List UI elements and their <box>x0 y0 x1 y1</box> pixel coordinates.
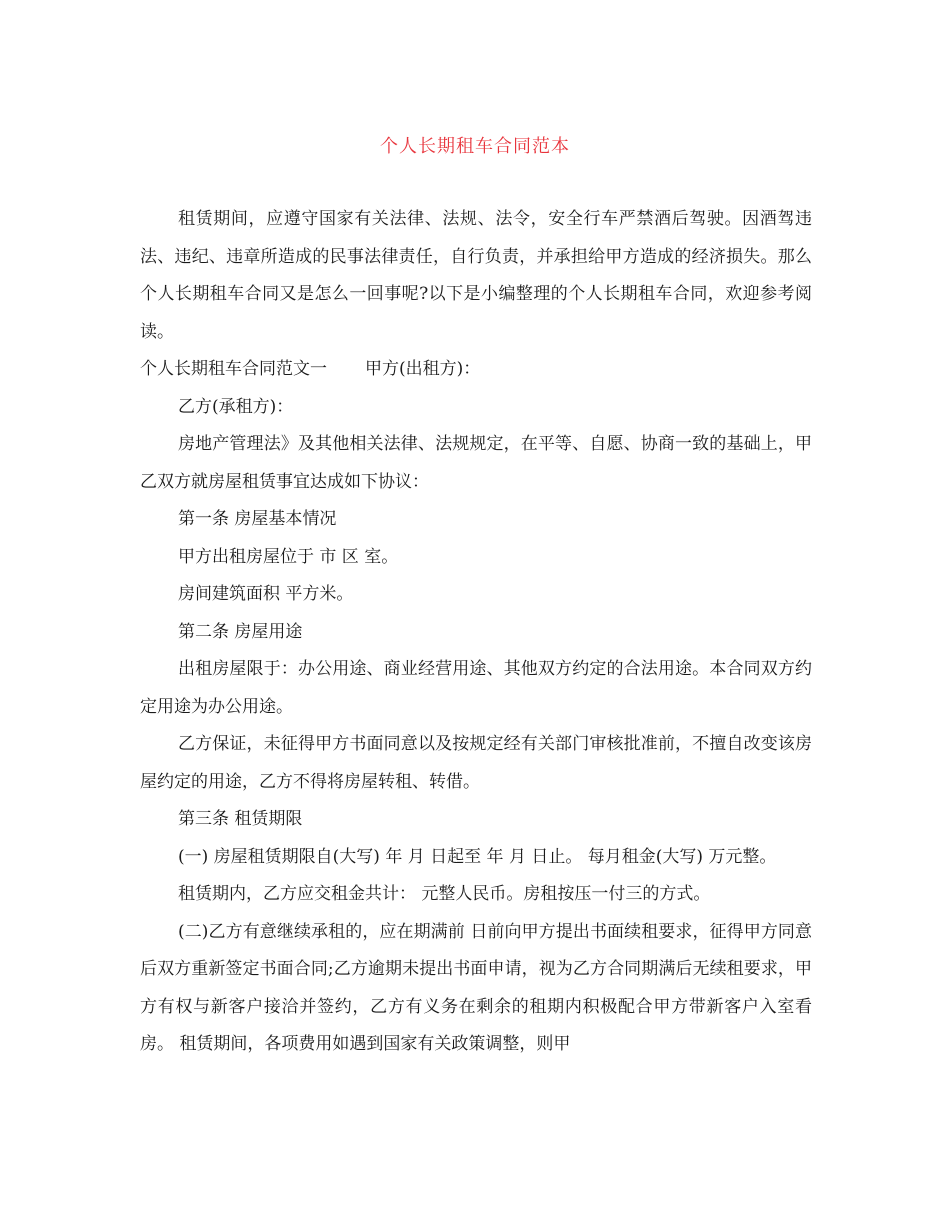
document-title: 个人长期租车合同范本 <box>380 136 570 157</box>
article-1-heading: 第一条 房屋基本情况 <box>178 509 337 529</box>
party-b-label: 乙方(承租方)： <box>178 396 294 417</box>
total-rent-paragraph: 租赁期内，乙方应交租金共计： 元整人民币。房租按压一付三的方式。 <box>178 884 711 904</box>
section-heading-line <box>140 351 812 389</box>
intro-paragraph: 租赁期间，应遵守国家有关法律、法规、法令，安全行车严禁酒后驾驶。因酒驾违法、违纪、违章所造成的民事法律责任，自行负责，并承担给甲方造成的经济损失。那么个人长期租车合同又是怎么一回事呢?以下是小编整理的个人长期租车合同，欢迎参考阅读。 <box>140 209 812 342</box>
house-area-paragraph: 房间建筑面积 平方米。 <box>178 584 354 604</box>
document-body <box>140 201 812 1064</box>
lease-term-paragraph: (一) 房屋租赁期限自(大写) 年 月 日起至 年 月 日止。 每月租金(大写) 万元整。 <box>178 846 777 867</box>
article-3-heading: 第三条 租赁期限 <box>178 809 303 829</box>
house-location-paragraph: 甲方出租房屋位于 市 区 室。 <box>178 546 399 567</box>
house-usage-paragraph: 出租房屋限于：办公用途、商业经营用途、其他双方约定的合法用途。本合同双方约定用途为办公用途。 <box>140 659 812 717</box>
legal-basis-paragraph: 房地产管理法》及其他相关法律、法规规定，在平等、自愿、协商一致的基础上，甲乙双方就房屋租赁事宜达成如下协议： <box>140 434 812 492</box>
usage-guarantee-paragraph: 乙方保证，未征得甲方书面同意以及按规定经有关部门审核批准前，不擅自改变该房屋约定的用途，乙方不得将房屋转租、转借。 <box>140 734 812 792</box>
party-a-label: 甲方(出租方)： <box>365 359 481 379</box>
renewal-paragraph: (二)乙方有意继续承租的，应在期满前 日前向甲方提出书面续租要求，征得甲方同意后双方重新签定书面合同;乙方逾期未提出书面申请，视为乙方合同期满后无续租要求，甲方有权与新客户接洽并签约，乙方有义务在剩余的租期内积极配合甲方带新客户入室看房。 租赁期间，各项费用如遇到国家有关政策调整，则甲 <box>140 921 812 1054</box>
section-heading: 个人长期租车合同范文一 <box>140 359 327 379</box>
article-2-heading: 第二条 房屋用途 <box>178 621 303 642</box>
